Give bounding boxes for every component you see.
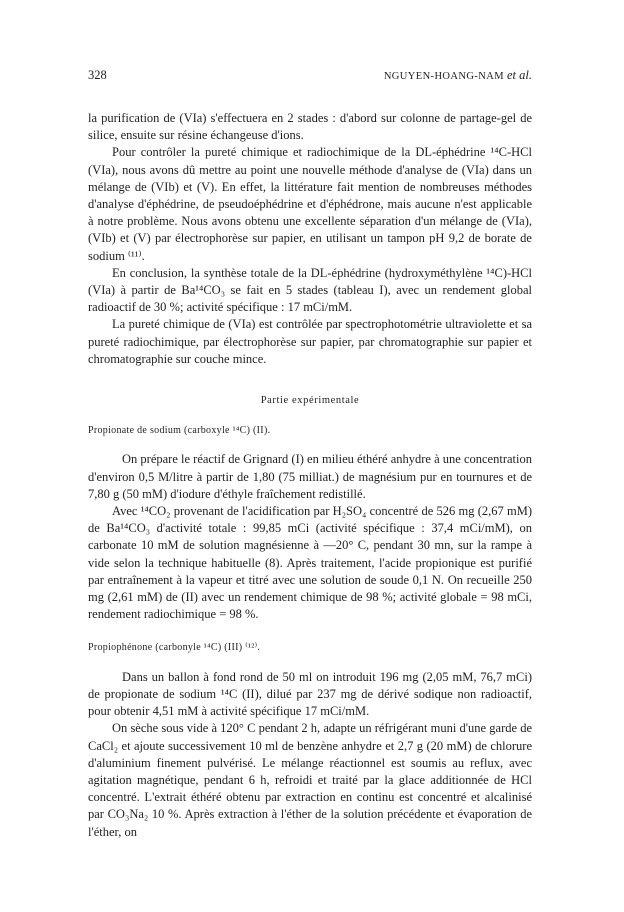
- paragraph: La pureté chimique de (VIa) est contrôlée par spectrophotométrie ultraviolette et sa pureté radiochimique, par électrophorèse sur papier, par chromatographie sur papier et chromatographie sur couche mince.: [88, 317, 532, 366]
- paragraph: Dans un ballon à fond rond de 50 ml on introduit 196 mg (2,05 mM, 76,7 mCi) de propionate de sodium ¹⁴C (II), dilué par 237 mg de dérivé sodique non radioactif, pour obtenir 4,51 mM à activité spécifique 17 mCi/mM.: [88, 669, 532, 719]
- page-number: 328: [88, 68, 107, 82]
- subsection-heading: Propionate de sodium (carboxyle ¹⁴C) (II).: [88, 425, 271, 437]
- running-head-authors: NGUYEN-HOANG-NAM: [383, 71, 504, 82]
- section-heading: Partie expérimentale: [260, 395, 360, 407]
- paragraph: On prépare le réactif de Grignard (I) en milieu éthéré anhydre à une concentration d'environ 0,5 M/litre à partir de 1,80 (75 milliat.) de magnésium pur en tournures et de 7,80 g (50 mM) d'iodure d'éthyle fraîchement redistillé.: [88, 452, 532, 501]
- paragraph: Avec ¹⁴CO₂ provenant de l'acidification par H₂SO₄ concentré de 526 mg (2,67 mM) de Ba¹⁴CO₃ d'activité totale : 99,85 mCi (activité spécifique : 37,4 mCi/mM), on carbonate 10 mM de solution magnésienne à —20° C, pendant 30 mn, sur la rampe à vide selon la technique habituelle (8). Après traitement, l'acide propionique est purifié par entraînement à la vapeur et titré avec une solution de soude 0,1 N. On recueille 250 mg (2,61 mM) de (II) avec un rendement chimique de 98 %; activité globale = 98 mCi, rendement radiochimique = 98 %.: [88, 504, 532, 622]
- paragraph: Pour contrôler la pureté chimique et radiochimique de la DL-éphédrine ¹⁴C-HCl (VIa), nous avons dû mettre au point une nouvelle méthode d'analyse de (VIa) dans un mélange de (VIb) et (V). En effet, la littérature fait mention de nombreuses méthodes d'analyse d'éphédrine, de pseudoéphédrine et d'éphédrone, mais aucune n'est applicable à notre problème. Nous avons obtenu une excellente séparation d'un mélange de (VIa), (VIb) et (V) par électrophorèse sur papier, en utilisant un tampon pH 9,2 de borate de sodium ⁽¹¹⁾.: [88, 145, 532, 263]
- running-head: [384, 68, 532, 83]
- page-header: [88, 68, 532, 88]
- running-head-etal: et al.: [507, 68, 532, 82]
- paragraph: En conclusion, la synthèse totale de la DL-éphédrine (hydroxyméthylène ¹⁴C)-HCl (VIa) à partir de Ba¹⁴CO₃ se fait en 5 stades (tableau I), avec un rendement global radioactif de 30 %; activité spécifique : 17 mCi/mM.: [88, 265, 532, 315]
- body-text: [88, 110, 532, 841]
- paragraph: On sèche sous vide à 120° C pendant 2 h, adapte un réfrigérant muni d'une garde de CaCl₂ et ajoute successivement 10 ml de benzène anhydre et 2,7 g (20 mM) de chlorure d'aluminium finement pulvérisé. Le mélange réactionnel est soumis au reflux, avec agitation magnétique, pendant 6 h, refroidi et traité par la glace additionnée de HCl concentré. L'extrait éthéré obtenu par extraction en continu est concentré et alcalinisé par CO₃Na₂ 10 %. Après extraction à l'éther de la solution précédente et évaporation de l'éther, on: [88, 721, 532, 839]
- paragraph: la purification de (VIa) s'effectuera en 2 stades : d'abord sur colonne de partage-gel de silice, ensuite sur résine échangeuse d'ions.: [88, 111, 532, 143]
- subsection-heading: Propiophénone (carbonyle ¹⁴C) (III) ⁽¹²⁾.: [88, 642, 261, 654]
